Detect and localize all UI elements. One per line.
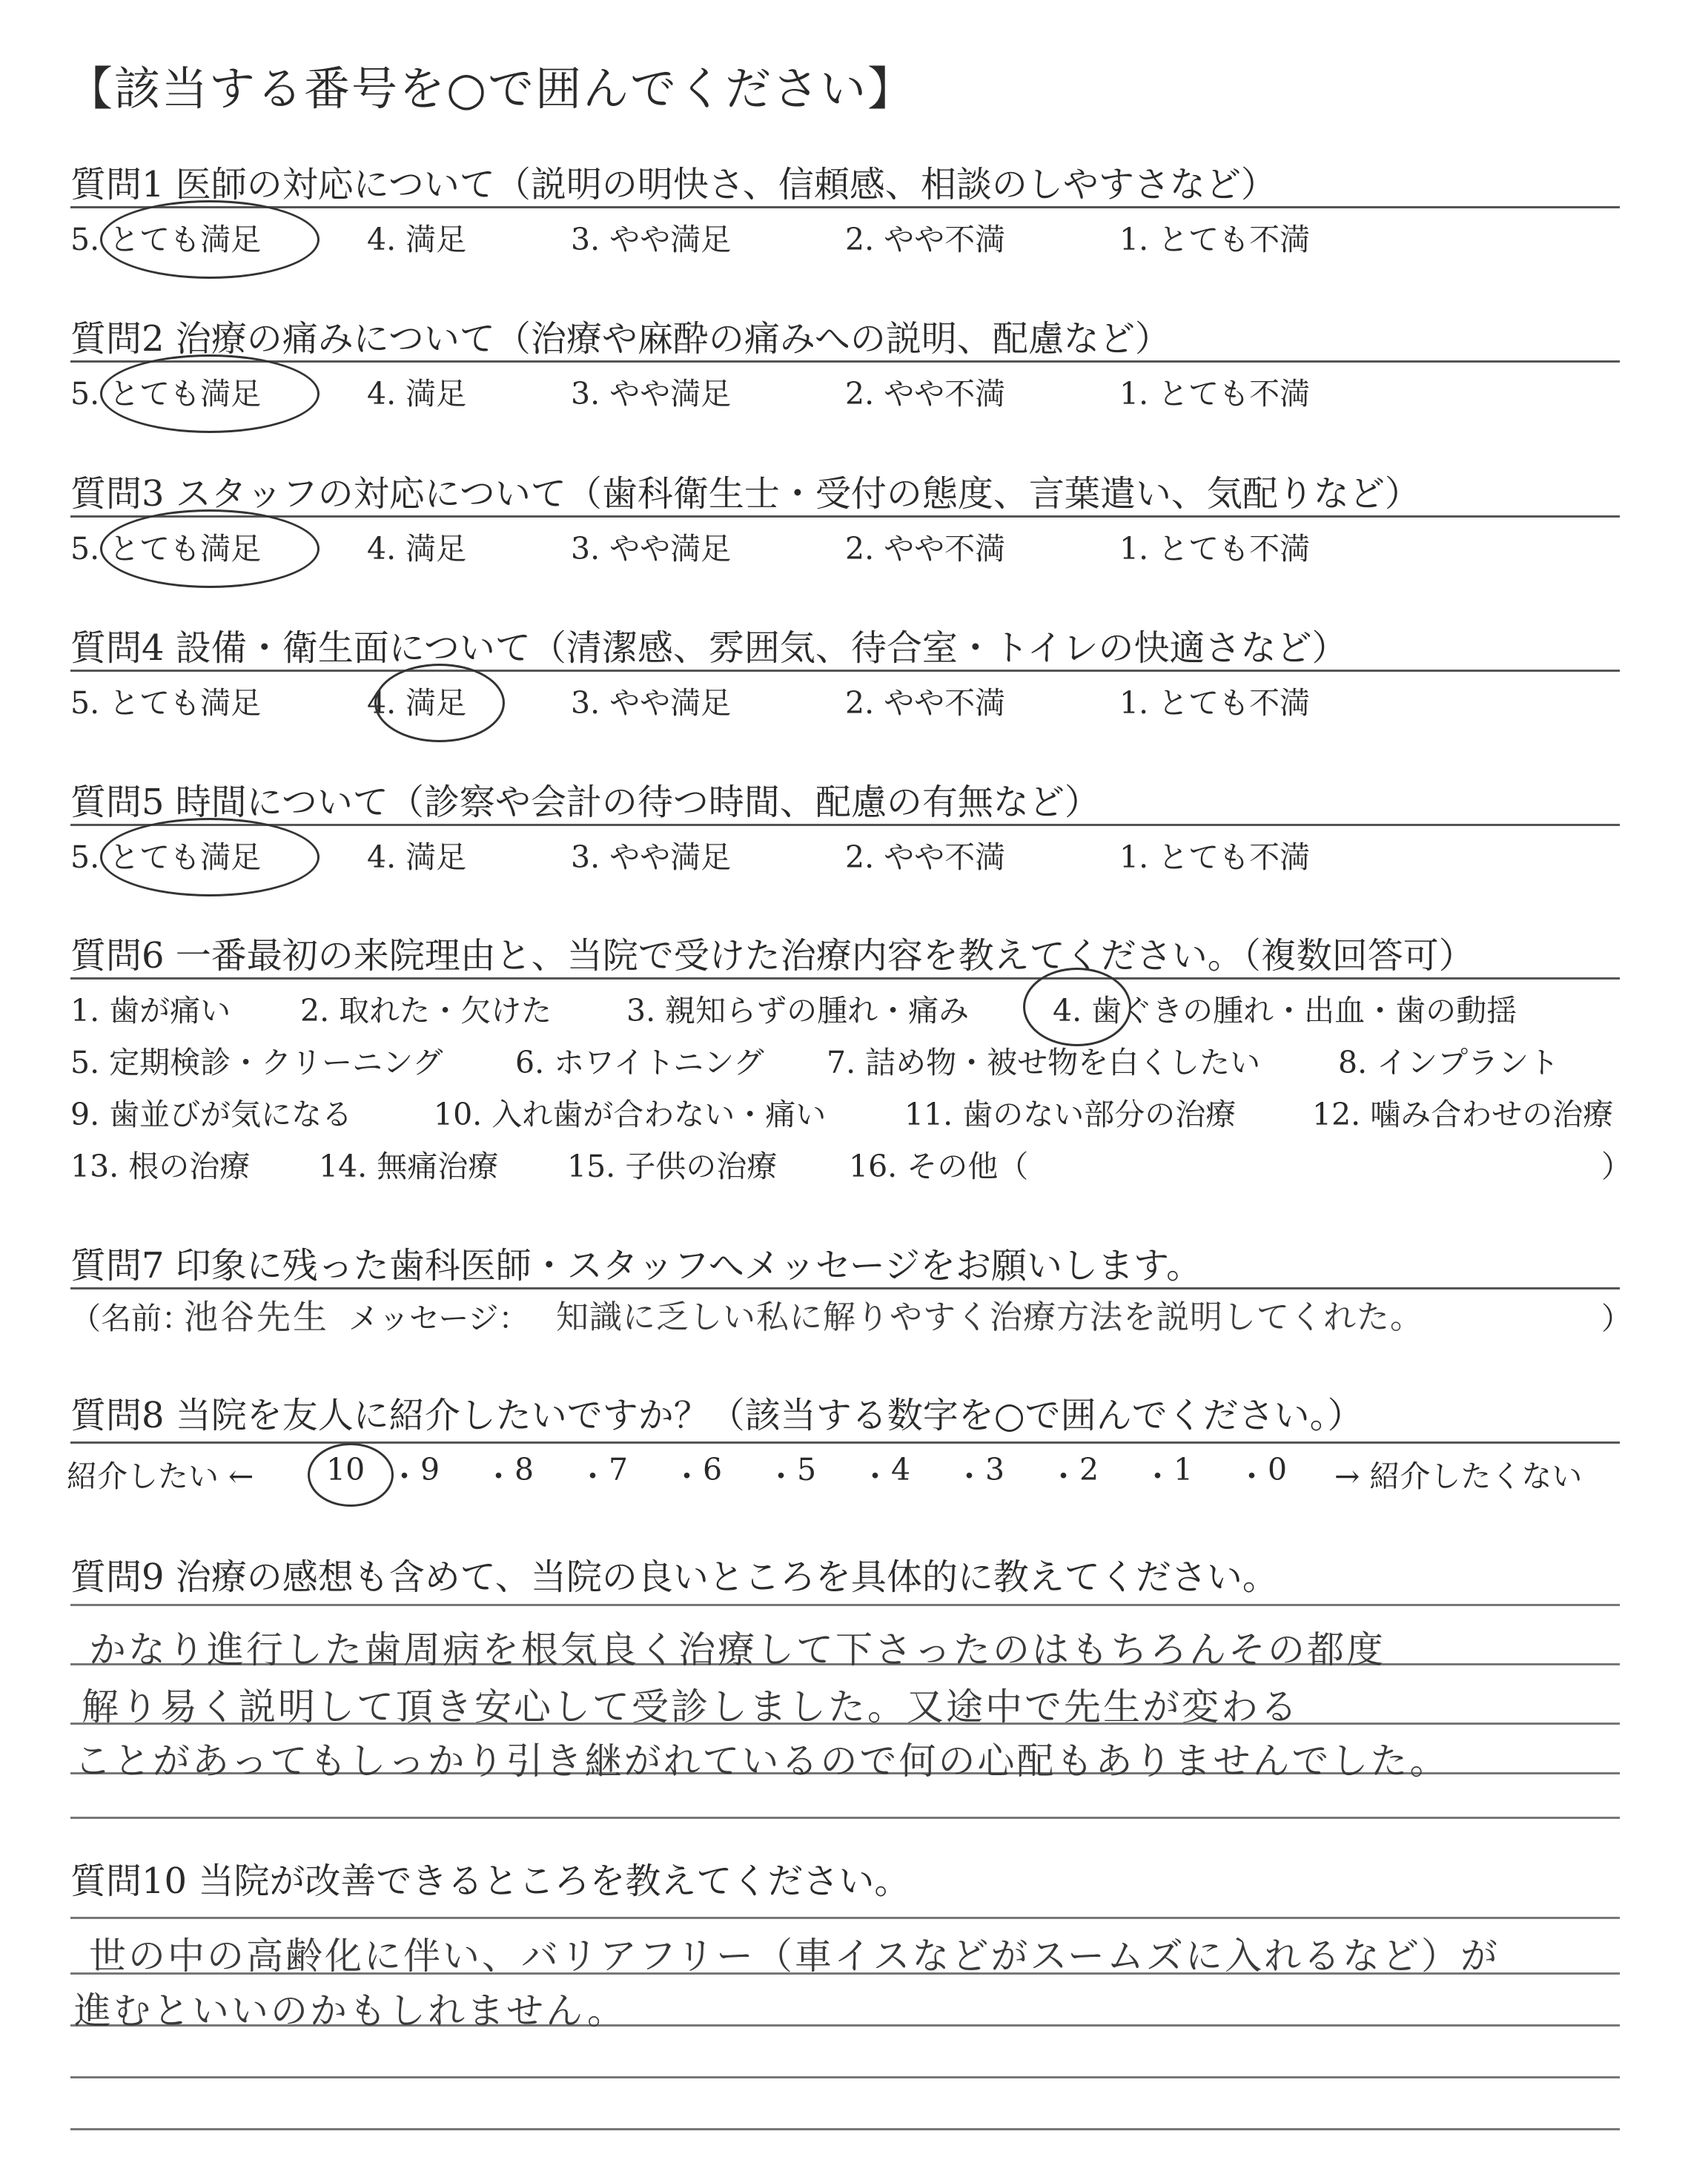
q4-option-1: 5. とても満足 — [70, 685, 262, 721]
q7-rule — [70, 1287, 1620, 1289]
q2-option-5: 1. とても不満 — [1119, 376, 1311, 412]
q2-option-4: 2. やや不満 — [845, 376, 1006, 412]
q8-right-label: → 紹介したくない — [1334, 1459, 1583, 1494]
q8-number-5: 5 — [797, 1452, 817, 1487]
q6-title: 質問6 一番最初の来院理由と、当院で受けた治療内容を教えてください。（複数回答可） — [70, 935, 1474, 977]
q1-option-5: 1. とても不満 — [1119, 222, 1311, 257]
q3-option-4: 2. やや不満 — [845, 531, 1006, 567]
q8-separator: ・ — [1048, 1459, 1079, 1494]
q9-answer-line-3: ことがあってもしっかり引き継がれているので何の心配もありませんでした。 — [74, 1740, 1449, 1783]
q6-option-14: 14. 無痛治療 — [319, 1149, 499, 1184]
q8-number-7: 7 — [609, 1452, 629, 1487]
q1-option-2: 4. 満足 — [367, 222, 467, 257]
q8-number-4: 4 — [891, 1452, 911, 1487]
q2-selected-circle — [100, 354, 320, 433]
q1-option-3: 3. やや満足 — [571, 222, 732, 257]
q3-rule — [70, 515, 1620, 518]
q10-line-1 — [70, 1917, 1620, 1919]
q8-separator: ・ — [389, 1459, 420, 1494]
q5-option-1: 5. とても満足 — [70, 839, 262, 875]
q8-separator: ・ — [483, 1459, 514, 1494]
q7-name-value: 池谷先生 — [184, 1297, 329, 1337]
q8-number-6: 6 — [703, 1452, 723, 1487]
q9-line-5 — [70, 1817, 1620, 1819]
q5-option-3: 3. やや満足 — [571, 839, 732, 875]
q7-name-label: （名前： — [70, 1301, 192, 1336]
q8-number-9: 9 — [420, 1452, 440, 1487]
q6-other-close: ） — [1601, 1149, 1632, 1184]
q1-selected-circle — [100, 200, 320, 279]
q4-option-4: 2. やや不満 — [845, 685, 1006, 721]
q9-title: 質問9 治療の感想も含めて、当院の良いところを具体的に教えてください。 — [70, 1556, 1278, 1598]
q1-option-4: 2. やや不満 — [845, 222, 1006, 257]
q9-answer-line-1: かなり進行した歯周病を根気良く治療して下さったのはもちろんその都度 — [89, 1628, 1386, 1671]
q8-separator: ・ — [954, 1459, 984, 1494]
q8-number-0: 0 — [1268, 1452, 1288, 1487]
q6-option-10: 10. 入れ歯が合わない・痛い — [434, 1097, 827, 1132]
q10-title: 質問10 当院が改善できるところを教えてください。 — [70, 1860, 910, 1902]
q7-title: 質問7 印象に残った歯科医師・スタッフへメッセージをお願いします。 — [70, 1245, 1202, 1287]
q2-option-3: 3. やや満足 — [571, 376, 732, 412]
q3-option-3: 3. やや満足 — [571, 531, 732, 567]
q9-answer-line-2: 解り易く説明して頂き安心して受診しました。又途中で先生が変わる — [82, 1685, 1300, 1728]
q8-rule — [70, 1441, 1620, 1444]
q6-option-7: 7. 詰め物・被せ物を白くしたい — [827, 1045, 1261, 1080]
q3-option-2: 4. 満足 — [367, 531, 467, 567]
q8-number-8: 8 — [514, 1452, 534, 1487]
q6-option-9: 9. 歯並びが気になる — [70, 1097, 353, 1132]
q4-rule — [70, 670, 1620, 672]
q5-rule — [70, 824, 1620, 826]
q6-option-15: 15. 子供の治療 — [567, 1149, 778, 1184]
q1-rule — [70, 206, 1620, 208]
q4-option-3: 3. やや満足 — [571, 685, 732, 721]
q8-separator: ・ — [1142, 1459, 1173, 1494]
q6-selected-circle — [1023, 968, 1131, 1046]
q5-option-5: 1. とても不満 — [1119, 839, 1311, 875]
q6-option-13: 13. 根の治療 — [70, 1149, 251, 1184]
q6-rule — [70, 977, 1620, 980]
q2-title: 質問2 治療の痛みについて（治療や麻酔の痛みへの説明、配慮など） — [70, 318, 1171, 360]
q7-message-value: 知識に乏しい私に解りやすく治療方法を説明してくれた。 — [556, 1298, 1423, 1336]
q8-number-1: 1 — [1174, 1452, 1194, 1487]
q2-rule — [70, 360, 1620, 363]
q10-line-5 — [70, 2128, 1620, 2130]
q2-option-1: 5. とても満足 — [70, 376, 262, 412]
q8-left-label: 紹介したい ← — [67, 1459, 254, 1494]
q2-option-2: 4. 満足 — [367, 376, 467, 412]
q8-separator: ・ — [860, 1459, 890, 1494]
q6-option-2: 2. 取れた・欠けた — [300, 993, 552, 1028]
q6-option-6: 6. ホワイトニング — [515, 1045, 764, 1080]
q6-option-16: 16. その他（ — [849, 1149, 1029, 1184]
q5-title: 質問5 時間について（診察や会計の待つ時間、配慮の有無など） — [70, 782, 1100, 823]
q6-option-12: 12. 噛み合わせの治療 — [1312, 1097, 1614, 1132]
q8-separator: ・ — [577, 1459, 608, 1494]
q6-option-5: 5. 定期検診・クリーニング — [70, 1045, 443, 1080]
q7-message-label: メッセージ： — [348, 1301, 529, 1336]
q3-title: 質問3 スタッフの対応について（歯科衛生士・受付の態度、言葉遣い、気配りなど） — [70, 473, 1420, 515]
q3-option-1: 5. とても満足 — [70, 531, 262, 567]
q5-option-2: 4. 満足 — [367, 839, 467, 875]
q9-line-1 — [70, 1604, 1620, 1606]
q8-separator: ・ — [1237, 1459, 1267, 1494]
q8-selected-circle — [308, 1443, 394, 1507]
q4-option-5: 1. とても不満 — [1119, 685, 1311, 721]
q6-option-3: 3. 親知らずの腫れ・痛み — [626, 993, 970, 1028]
q4-selected-circle — [374, 664, 505, 742]
q4-option-2: 4. 満足 — [367, 685, 467, 721]
q6-option-1: 1. 歯が痛い — [70, 993, 231, 1028]
q8-number-10: 10 — [326, 1452, 365, 1487]
q6-option-4: 4. 歯ぐきの腫れ・出血・歯の動揺 — [1053, 993, 1517, 1028]
q5-option-4: 2. やや不満 — [845, 839, 1006, 875]
q8-number-3: 3 — [985, 1452, 1005, 1487]
page-header: 【該当する番号を○で囲んでください】 — [67, 62, 916, 116]
q5-selected-circle — [100, 818, 320, 896]
q8-separator: ・ — [672, 1459, 702, 1494]
q1-title: 質問1 医師の対応について（説明の明快さ、信頼感、相談のしやすさなど） — [70, 164, 1277, 205]
q4-title: 質問4 設備・衛生面について（清潔感、雰囲気、待合室・トイレの快適さなど） — [70, 627, 1348, 669]
q8-number-2: 2 — [1079, 1452, 1099, 1487]
q8-title: 質問8 当院を友人に紹介したいですか？（該当する数字を○で囲んでください。） — [70, 1395, 1363, 1436]
q8-separator: ・ — [766, 1459, 796, 1494]
q10-answer-line-1: 世の中の高齢化に伴い、バリアフリー（車イスなどがスームズに入れるなど）が — [89, 1935, 1500, 1978]
q7-close: ） — [1601, 1301, 1632, 1336]
q6-option-11: 11. 歯のない部分の治療 — [904, 1097, 1237, 1132]
q10-line-4 — [70, 2076, 1620, 2078]
q3-option-5: 1. とても不満 — [1119, 531, 1311, 567]
q1-option-1: 5. とても満足 — [70, 222, 262, 257]
q3-selected-circle — [100, 509, 320, 588]
q6-option-8: 8. インプラント — [1338, 1045, 1560, 1080]
q10-answer-line-2: 進むといいのかもしれません。 — [74, 1989, 626, 2032]
